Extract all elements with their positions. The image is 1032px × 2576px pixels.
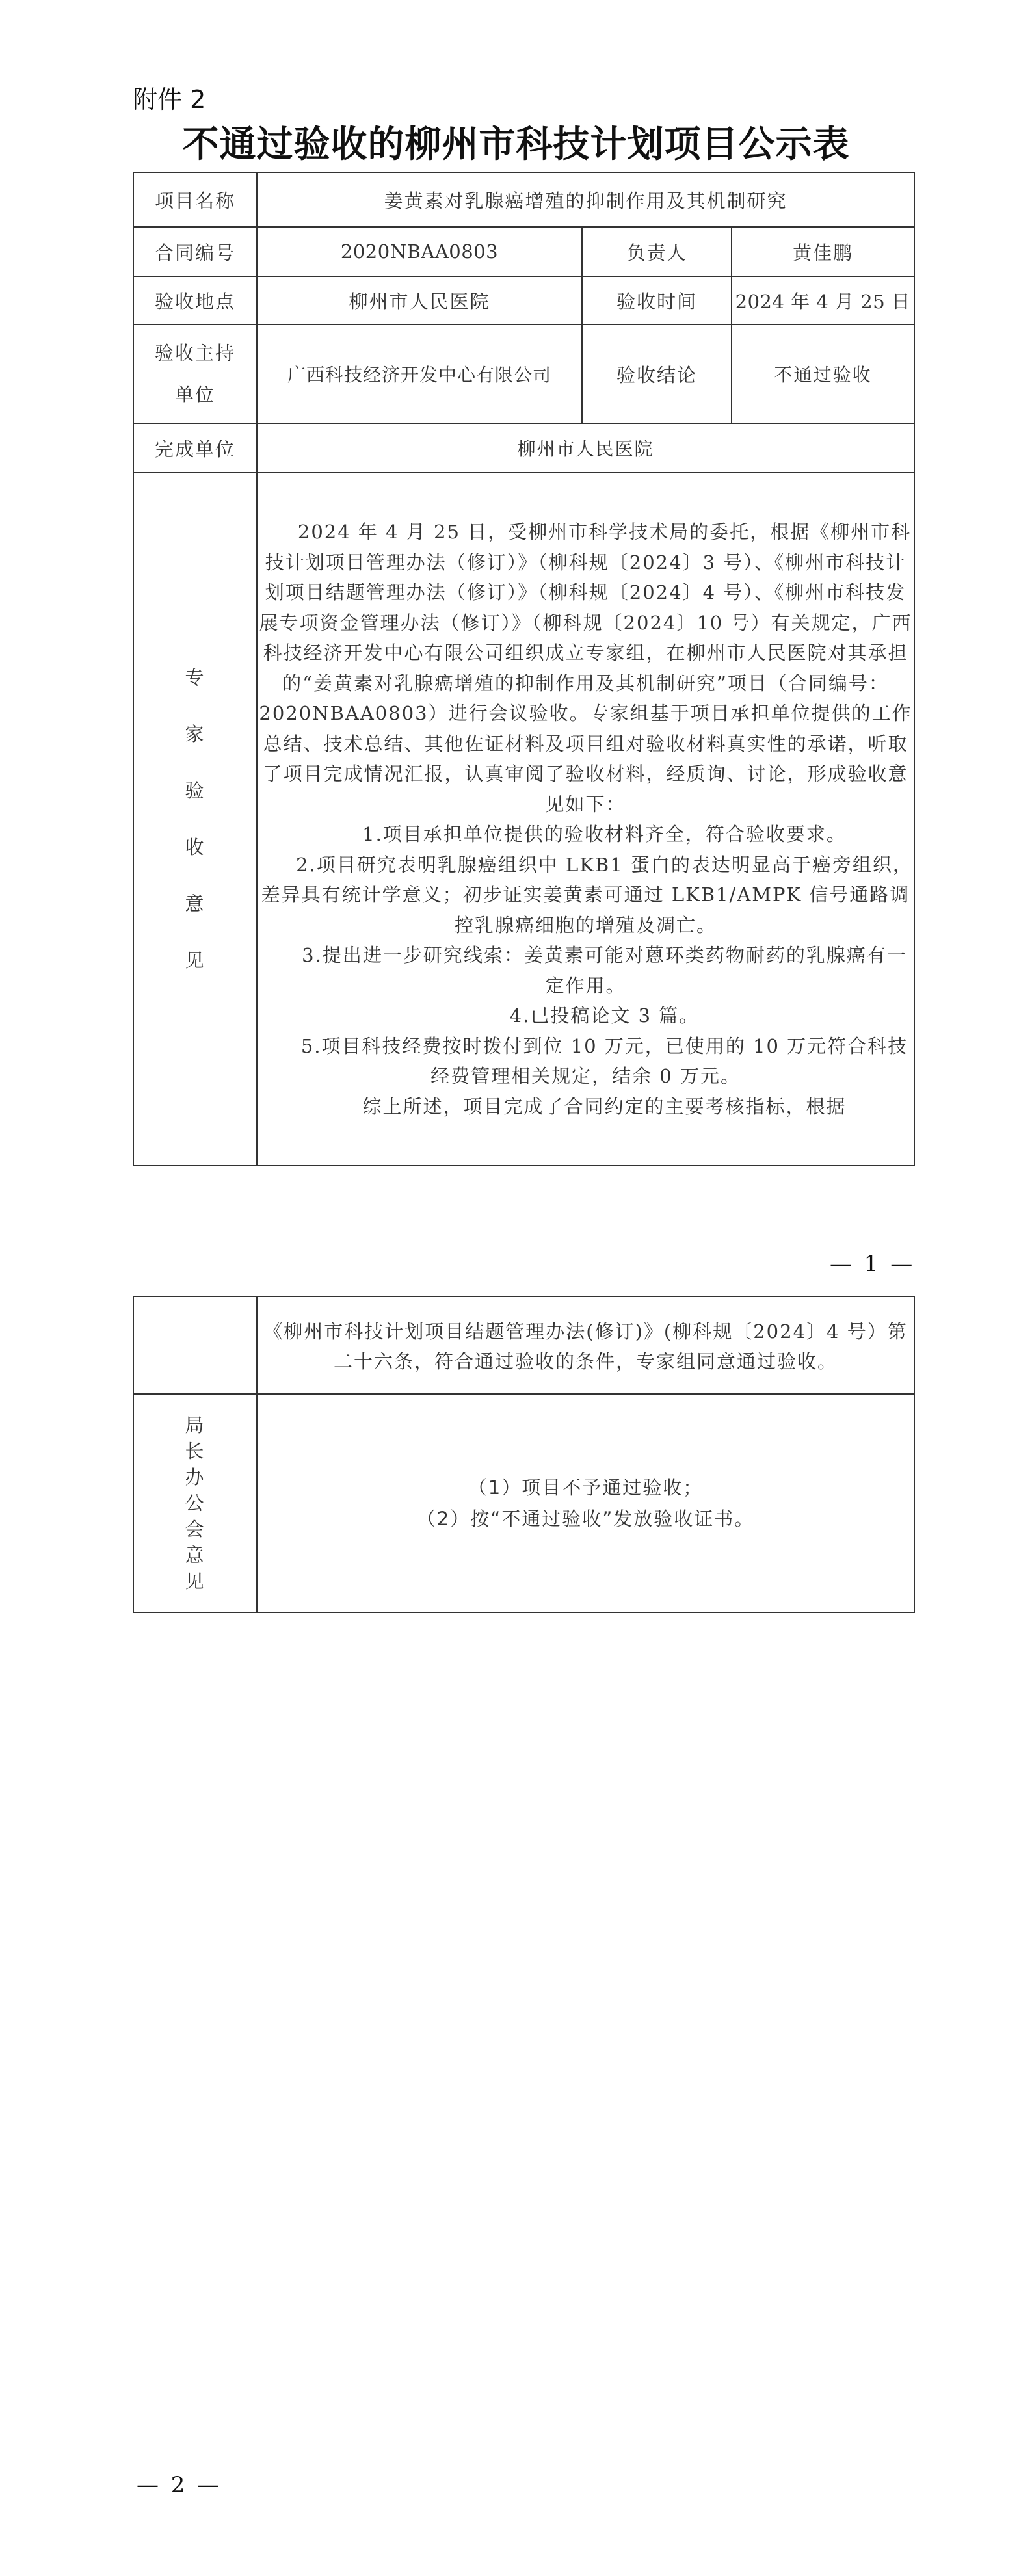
- bureau-opinion-text: [257, 1394, 914, 1612]
- row-contract: [133, 227, 914, 276]
- host-label-line1: 验收主持: [154, 342, 235, 364]
- host-label: [133, 324, 257, 423]
- expert-opinion-continuation: 《柳州市科技计划项目结题管理办法(修订)》(柳科规〔2024〕4 号）第二十六条，符合通过验收的条件，专家组同意通过验收。: [257, 1296, 914, 1394]
- opinion-paragraph: 5.项目科技经费按时拨付到位 10 万元，已使用的 10 万元符合科技经费管理相关规定，结余 0 万元。: [300, 1034, 908, 1087]
- completion-value: 柳州市人民医院: [257, 423, 914, 473]
- expert-label-char: 见: [185, 949, 205, 971]
- conclusion-label: 验收结论: [582, 324, 732, 423]
- time-value: 2024 年 4 月 25 日: [732, 276, 914, 324]
- expert-label-char: 验: [185, 780, 205, 802]
- continuation-empty-label: [133, 1296, 257, 1394]
- opinion-paragraph: 3.提出进一步研究线索：姜黄素可能对蒽环类药物耐药的乳腺癌有一定作用。: [302, 944, 907, 997]
- row-expert-continuation: [133, 1296, 914, 1394]
- expert-label-char: 意: [185, 893, 205, 915]
- page-number-2: — 2 —: [137, 2472, 222, 2498]
- row-bureau-opinion: [133, 1394, 914, 1612]
- page-number-1: — 1 —: [830, 1251, 916, 1277]
- opinion-paragraph: 2.项目研究表明乳腺癌组织中 LKB1 蛋白的表达明显高于癌旁组织，差异具有统计学意义；初步证实姜黄素可通过 LKB1/AMPK 信号通路调控乳腺癌细胞的增殖及凋亡。: [261, 853, 913, 936]
- bureau-label-char: 意: [185, 1544, 205, 1566]
- project-name-value: 姜黄素对乳腺癌增殖的抑制作用及其机制研究: [257, 172, 914, 227]
- host-label-line2: 单位: [174, 384, 215, 406]
- attachment-label: 附件 2: [133, 85, 206, 114]
- bureau-label-char: 会: [185, 1518, 205, 1540]
- expert-label-char: 家: [185, 723, 205, 745]
- project-info-table: [133, 172, 915, 1166]
- contract-no-label: 合同编号: [133, 227, 257, 276]
- expert-opinion-text: [257, 473, 914, 1166]
- completion-label: 完成单位: [133, 423, 257, 473]
- expert-label-char: 收: [185, 836, 205, 858]
- row-host: [133, 324, 914, 423]
- decision-item: （2）按“不通过验收”发放验收证书。: [416, 1508, 755, 1530]
- opinion-continuation-table: [133, 1296, 915, 1613]
- location-value: 柳州市人民医院: [257, 276, 582, 324]
- conclusion-value: 不通过验收: [732, 324, 914, 423]
- contract-no-value: 2020NBAA0803: [257, 227, 582, 276]
- location-label: 验收地点: [133, 276, 257, 324]
- leader-value: 黄佳鹏: [732, 227, 914, 276]
- bureau-label-char: 局: [185, 1413, 205, 1436]
- leader-label: 负责人: [582, 227, 732, 276]
- opinion-paragraph: 1.项目承担单位提供的验收材料齐全，符合验收要求。: [362, 823, 847, 845]
- opinion-paragraph: 综上所述，项目完成了合同约定的主要考核指标，根据: [362, 1095, 847, 1118]
- row-project-name: [133, 172, 914, 227]
- bureau-label-char: 长: [185, 1439, 205, 1462]
- host-value: 广西科技经济开发中心有限公司: [257, 324, 582, 423]
- expert-label-char: 专: [185, 666, 205, 689]
- project-name-label: 项目名称: [133, 172, 257, 227]
- time-label: 验收时间: [582, 276, 732, 324]
- bureau-label-char: 公: [185, 1492, 205, 1514]
- row-expert-opinion: [133, 473, 914, 1166]
- decision-item: （1）项目不予通过验收；: [468, 1477, 704, 1499]
- opinion-paragraph: 2024 年 4 月 25 日，受柳州市科学技术局的委托，根据《柳州市科技计划项目管理办法（修订）》（柳科规〔2024〕3 号）、《柳州市科技计划项目结题管理办法（修订）》（柳科规〔2024〕4 号）、《柳州市科技发展专项资金管理办法（修订）》（柳科规〔2024〕10 号）有关规定，广西科技经济开发中心有限公司组织成立专家组，在柳州市人民医院对其承担的“姜黄素对乳腺癌增殖的抑制作用及其机制研究”项目（合同编号：2020NBAA0803）进行会议验收。专家组基于项目承担单位提供的工作总结、技术总结、其他佐证材料及项目组对验收材料真实性的承诺，听取了项目完成情况汇报，认真审阅了验收材料，经质询、讨论，形成验收意见如下：: [259, 521, 912, 815]
- page-title: 不通过验收的柳州市科技计划项目公示表: [182, 123, 850, 166]
- expert-opinion-label: [133, 473, 257, 1166]
- opinion-paragraph: 4.已投稿论文 3 篇。: [509, 1005, 700, 1027]
- bureau-label-char: 见: [185, 1570, 205, 1592]
- row-completion: [133, 423, 914, 473]
- bureau-opinion-label: [133, 1394, 257, 1612]
- bureau-label-char: 办: [185, 1465, 205, 1488]
- row-location: [133, 276, 914, 324]
